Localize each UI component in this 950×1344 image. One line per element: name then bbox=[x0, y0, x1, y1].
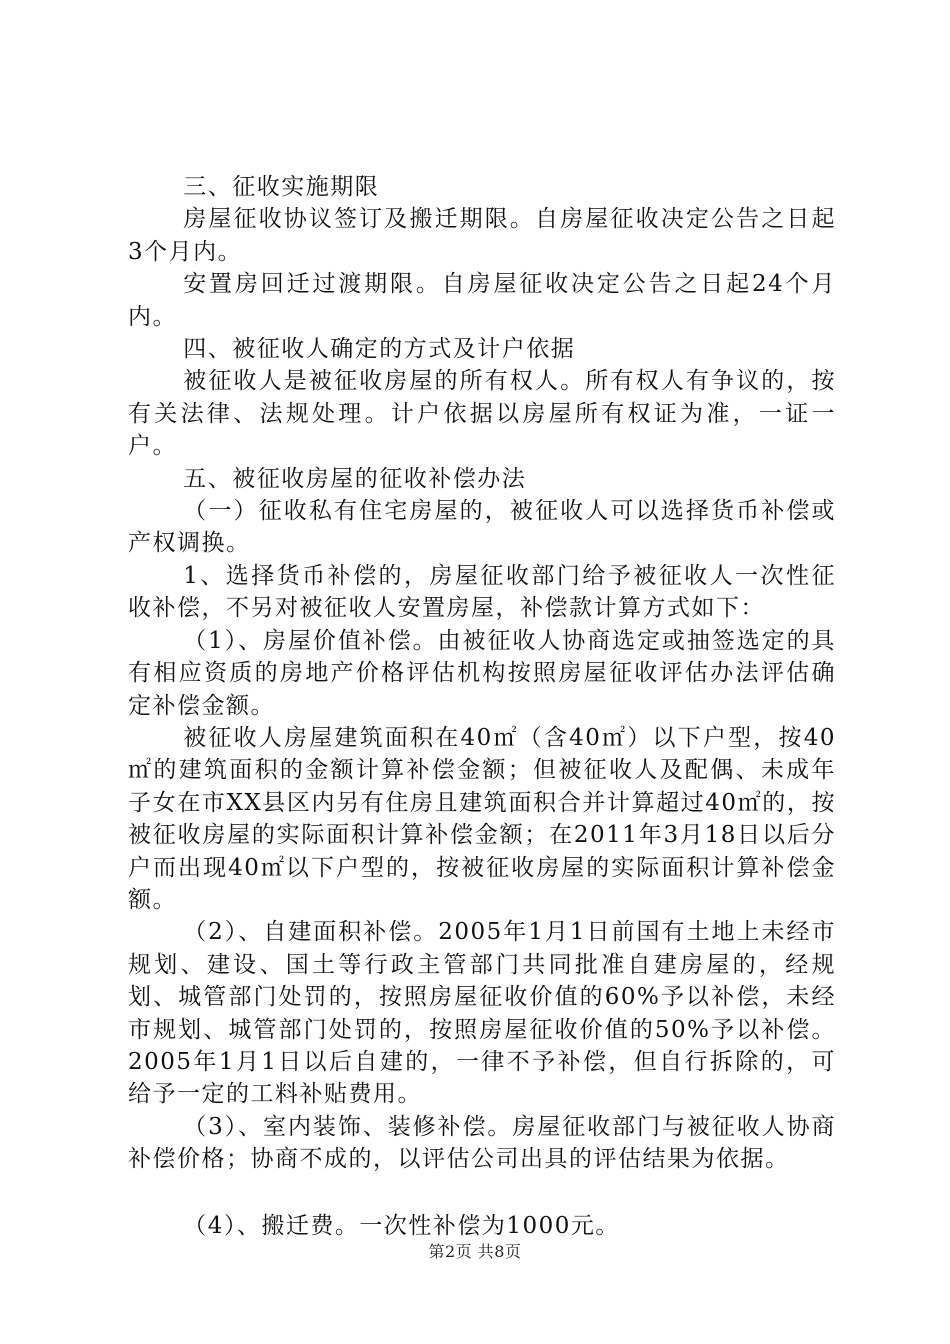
spacer bbox=[128, 1176, 836, 1210]
paragraph: （4）、搬迁费。一次性补偿为1000元。 bbox=[183, 1212, 620, 1239]
section-heading-5: 五、被征收房屋的征收补偿办法 bbox=[183, 465, 527, 492]
paragraph: （3）、室内装饰、装修补偿。房屋征收部门与被征收人协商补偿价格；协商不成的，以评估公司出具的评估结果为依据。 bbox=[128, 1113, 836, 1173]
page-number-footer: 第2页 共8页 bbox=[428, 1242, 522, 1261]
paragraph: 被征收人是被征收房屋的所有权人。所有权人有争议的，按有关法律、法规处理。计户依据以房屋所有权证为准，一证一户。 bbox=[128, 368, 836, 460]
paragraph: 安置房回迁过渡期限。自房屋征收决定公告之日起24个月内。 bbox=[128, 271, 836, 330]
section-heading-4: 四、被征收人确定的方式及计户依据 bbox=[183, 336, 576, 363]
document-body bbox=[128, 171, 836, 1242]
paragraph: （1）、房屋价值补偿。由被征收人协商选定或抽签选定的具有相应资质的房地产价格评估机构按照房屋征收评估办法评估确定补偿金额。 bbox=[128, 627, 836, 719]
section-heading-3: 三、征收实施期限 bbox=[183, 174, 380, 200]
paragraph: 房屋征收协议签订及搬迁期限。自房屋征收决定公告之日起3个月内。 bbox=[128, 206, 836, 265]
paragraph: 被征收人房屋建筑面积在40㎡（含40㎡）以下户型，按40㎡的建筑面积的金额计算补偿金额；但被征收人及配偶、未成年子女在市XX县区内另有住房且建筑面积合并计算超过40㎡的，按被征收房屋的实际面积计算补偿金额；在2011年3月18日以后分户而出现40㎡以下户型的，按被征收房屋的实际面积计算补偿金额。 bbox=[128, 724, 836, 913]
paragraph: 1、选择货币补偿的，房屋征收部门给予被征收人一次性征收补偿，不另对被征收人安置房屋，补偿款计算方式如下： bbox=[128, 562, 836, 622]
paragraph: （一）征收私有住宅房屋的，被征收人可以选择货币补偿或产权调换。 bbox=[128, 498, 836, 557]
paragraph: （2）、自建面积补偿。2005年1月1日前国有土地上未经市规划、建设、国土等行政主管部门共同批准自建房屋的，经规划、城管部门处罚的，按照房屋征收价值的60%予以补偿，未经市规划、城管部门处罚的，按照房屋征收价值的50%予以补偿。2005年1月1日以后自建的，一律不予补偿，但自行拆除的，可给予一定的工料补贴费用。 bbox=[128, 919, 836, 1108]
